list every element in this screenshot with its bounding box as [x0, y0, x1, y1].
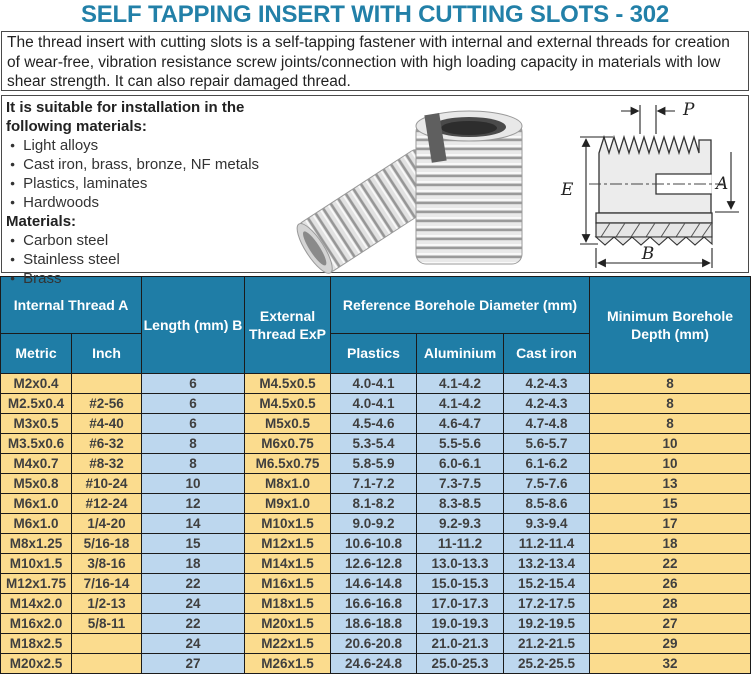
cell-metric: M4x0.7 [1, 454, 72, 474]
cell-aluminium: 17.0-17.3 [417, 594, 504, 614]
cell-metric: M6x1.0 [1, 514, 72, 534]
cell-length: 18 [142, 554, 245, 574]
cell-inch [72, 634, 142, 654]
cell-aluminium: 8.3-8.5 [417, 494, 504, 514]
col-header-metric: Metric [1, 334, 72, 374]
cell-inch: 7/16-14 [72, 574, 142, 594]
col-header-plastics: Plastics [331, 334, 417, 374]
cell-aluminium: 9.2-9.3 [417, 514, 504, 534]
cell-external-thread: M22x1.5 [245, 634, 331, 654]
cell-plastics: 18.6-18.8 [331, 614, 417, 634]
cell-cast-iron: 13.2-13.4 [504, 554, 590, 574]
cell-aluminium: 4.1-4.2 [417, 394, 504, 414]
bullet-item: ● Carbon steel [6, 231, 290, 250]
cell-inch: #2-56 [72, 394, 142, 414]
cell-metric: M6x1.0 [1, 494, 72, 514]
cell-plastics: 5.8-5.9 [331, 454, 417, 474]
cell-plastics: 4.0-4.1 [331, 374, 417, 394]
bullet-item: ● Hardwoods [6, 193, 290, 212]
cell-cast-iron: 21.2-21.5 [504, 634, 590, 654]
cell-metric: M2.5x0.4 [1, 394, 72, 414]
cell-cast-iron: 4.2-4.3 [504, 394, 590, 414]
table-row [1, 614, 751, 634]
overview-section [1, 95, 749, 287]
cell-cast-iron: 25.2-25.5 [504, 654, 590, 674]
cell-length: 22 [142, 574, 245, 594]
cell-min-depth: 26 [590, 574, 751, 594]
cell-aluminium: 15.0-15.3 [417, 574, 504, 594]
cross-section-drawing [553, 96, 749, 272]
cell-length: 12 [142, 494, 245, 514]
cell-length: 15 [142, 534, 245, 554]
cell-cast-iron: 11.2-11.4 [504, 534, 590, 554]
cell-external-thread: M20x1.5 [245, 614, 331, 634]
cell-metric: M3.5x0.6 [1, 434, 72, 454]
cell-aluminium: 11-11.2 [417, 534, 504, 554]
cell-min-depth: 8 [590, 394, 751, 414]
cell-external-thread: M16x1.5 [245, 574, 331, 594]
cell-length: 10 [142, 474, 245, 494]
dim-p [621, 105, 675, 134]
table-row [1, 634, 751, 654]
cell-inch: 1/2-13 [72, 594, 142, 614]
suitability-list [6, 136, 290, 212]
cell-external-thread: M10x1.5 [245, 514, 331, 534]
table-row [1, 554, 751, 574]
cell-plastics: 5.3-5.4 [331, 434, 417, 454]
cell-external-thread: M4.5x0.5 [245, 394, 331, 414]
cell-inch: 5/16-18 [72, 534, 142, 554]
cell-metric: M16x2.0 [1, 614, 72, 634]
cell-plastics: 24.6-24.8 [331, 654, 417, 674]
cell-aluminium: 4.6-4.7 [417, 414, 504, 434]
standing-insert [416, 111, 522, 264]
cell-inch: 1/4-20 [72, 514, 142, 534]
cell-min-depth: 8 [590, 414, 751, 434]
table-row [1, 374, 751, 394]
cell-cast-iron: 4.7-4.8 [504, 414, 590, 434]
cell-cast-iron: 9.3-9.4 [504, 514, 590, 534]
cell-inch: #6-32 [72, 434, 142, 454]
col-header-min-depth: Minimum Borehole Depth (mm) [590, 277, 751, 374]
cell-inch: 5/8-11 [72, 614, 142, 634]
cell-aluminium: 25.0-25.3 [417, 654, 504, 674]
bullet-item: ● Brass [6, 269, 290, 288]
table-row [1, 494, 751, 514]
product-description: The thread insert with cutting slots is a self-tapping fastener with internal and external threads for creation of wear-free, vibration resistance screw joints/connection with high loading capacity in materials with low shear strength. It can also repair damaged thread. [1, 31, 749, 91]
cell-cast-iron: 7.5-7.6 [504, 474, 590, 494]
cell-external-thread: M4.5x0.5 [245, 374, 331, 394]
cell-length: 14 [142, 514, 245, 534]
col-header-external-thread: External Thread ExP [245, 277, 331, 374]
cell-plastics: 4.0-4.1 [331, 394, 417, 414]
cell-plastics: 7.1-7.2 [331, 474, 417, 494]
page-title: SELF TAPPING INSERT WITH CUTTING SLOTS - 302 [80, 1, 670, 28]
cell-aluminium: 7.3-7.5 [417, 474, 504, 494]
cell-cast-iron: 5.6-5.7 [504, 434, 590, 454]
cell-inch [72, 374, 142, 394]
cell-length: 27 [142, 654, 245, 674]
cell-metric: M3x0.5 [1, 414, 72, 434]
table-row [1, 414, 751, 434]
bullet-item: ● Light alloys [6, 136, 290, 155]
cell-min-depth: 10 [590, 434, 751, 454]
col-header-cast-iron: Cast iron [504, 334, 590, 374]
table-row [1, 434, 751, 454]
cell-cast-iron: 15.2-15.4 [504, 574, 590, 594]
cell-aluminium: 13.0-13.3 [417, 554, 504, 574]
cell-min-depth: 27 [590, 614, 751, 634]
cell-aluminium: 19.0-19.3 [417, 614, 504, 634]
label-a: A [716, 174, 729, 194]
cell-cast-iron: 19.2-19.5 [504, 614, 590, 634]
cell-external-thread: M9x1.0 [245, 494, 331, 514]
cell-external-thread: M14x1.5 [245, 554, 331, 574]
cell-length: 6 [142, 394, 245, 414]
cell-aluminium: 4.1-4.2 [417, 374, 504, 394]
bullet-item: ● Cast iron, brass, bronze, NF metals [6, 155, 290, 174]
suitability-heading: It is suitable for installation in the following materials: [6, 99, 245, 135]
threaded-inserts-photo [290, 98, 552, 270]
cell-plastics: 10.6-10.8 [331, 534, 417, 554]
cell-metric: M8x1.25 [1, 534, 72, 554]
col-header-internal-thread: Internal Thread A [1, 277, 142, 334]
dimension-diagram [552, 96, 750, 272]
cell-cast-iron: 17.2-17.5 [504, 594, 590, 614]
flange [596, 213, 712, 223]
cell-plastics: 9.0-9.2 [331, 514, 417, 534]
cell-external-thread: M18x1.5 [245, 594, 331, 614]
cell-external-thread: M26x1.5 [245, 654, 331, 674]
materials-list-column [2, 96, 290, 287]
cell-external-thread: M12x1.5 [245, 534, 331, 554]
cell-length: 24 [142, 594, 245, 614]
materials-heading: Materials: [6, 213, 77, 230]
cell-metric: M10x1.5 [1, 554, 72, 574]
cell-cast-iron: 8.5-8.6 [504, 494, 590, 514]
cell-inch: #12-24 [72, 494, 142, 514]
cell-metric: M2x0.4 [1, 374, 72, 394]
cell-metric: M5x0.8 [1, 474, 72, 494]
cell-cast-iron: 6.1-6.2 [504, 454, 590, 474]
cell-inch [72, 654, 142, 674]
cell-min-depth: 18 [590, 534, 751, 554]
cell-metric: M20x2.5 [1, 654, 72, 674]
cell-cast-iron: 4.2-4.3 [504, 374, 590, 394]
cell-metric: M18x2.5 [1, 634, 72, 654]
cell-min-depth: 8 [590, 374, 751, 394]
table-row [1, 654, 751, 674]
cell-inch: 3/8-16 [72, 554, 142, 574]
cell-min-depth: 13 [590, 474, 751, 494]
cell-length: 24 [142, 634, 245, 654]
cell-inch: #4-40 [72, 414, 142, 434]
cell-aluminium: 21.0-21.3 [417, 634, 504, 654]
table-row [1, 454, 751, 474]
label-e: E [561, 180, 574, 200]
cell-min-depth: 32 [590, 654, 751, 674]
cell-min-depth: 17 [590, 514, 751, 534]
cell-external-thread: M6.5x0.75 [245, 454, 331, 474]
cell-length: 6 [142, 374, 245, 394]
bullet-item: ● Stainless steel [6, 250, 290, 269]
cell-plastics: 4.5-4.6 [331, 414, 417, 434]
table-row [1, 474, 751, 494]
table-row [1, 394, 751, 414]
materials-list [6, 231, 290, 288]
cell-plastics: 20.6-20.8 [331, 634, 417, 654]
table-row [1, 574, 751, 594]
cell-min-depth: 29 [590, 634, 751, 654]
cell-inch: #8-32 [72, 454, 142, 474]
col-header-aluminium: Aluminium [417, 334, 504, 374]
cell-metric: M12x1.75 [1, 574, 72, 594]
cell-plastics: 16.6-16.8 [331, 594, 417, 614]
product-photo [290, 96, 552, 272]
table-row [1, 594, 751, 614]
cell-length: 6 [142, 414, 245, 434]
cell-aluminium: 6.0-6.1 [417, 454, 504, 474]
cell-plastics: 14.6-14.8 [331, 574, 417, 594]
label-b: B [641, 244, 655, 264]
cell-length: 8 [142, 434, 245, 454]
label-p: P [683, 100, 695, 120]
col-header-length: Length (mm) B [142, 277, 245, 374]
cell-min-depth: 28 [590, 594, 751, 614]
cell-min-depth: 22 [590, 554, 751, 574]
spec-table [0, 276, 751, 674]
cell-external-thread: M8x1.0 [245, 474, 331, 494]
cell-length: 8 [142, 454, 245, 474]
col-header-reference-borehole: Reference Borehole Diameter (mm) [331, 277, 590, 334]
cell-plastics: 12.6-12.8 [331, 554, 417, 574]
cell-plastics: 8.1-8.2 [331, 494, 417, 514]
bullet-item: ● Plastics, laminates [6, 174, 290, 193]
table-row [1, 514, 751, 534]
cell-external-thread: M5x0.5 [245, 414, 331, 434]
cell-inch: #10-24 [72, 474, 142, 494]
table-row [1, 534, 751, 554]
cell-min-depth: 10 [590, 454, 751, 474]
cell-length: 22 [142, 614, 245, 634]
cell-external-thread: M6x0.75 [245, 434, 331, 454]
cell-min-depth: 15 [590, 494, 751, 514]
cell-metric: M14x2.0 [1, 594, 72, 614]
col-header-inch: Inch [72, 334, 142, 374]
cell-aluminium: 5.5-5.6 [417, 434, 504, 454]
